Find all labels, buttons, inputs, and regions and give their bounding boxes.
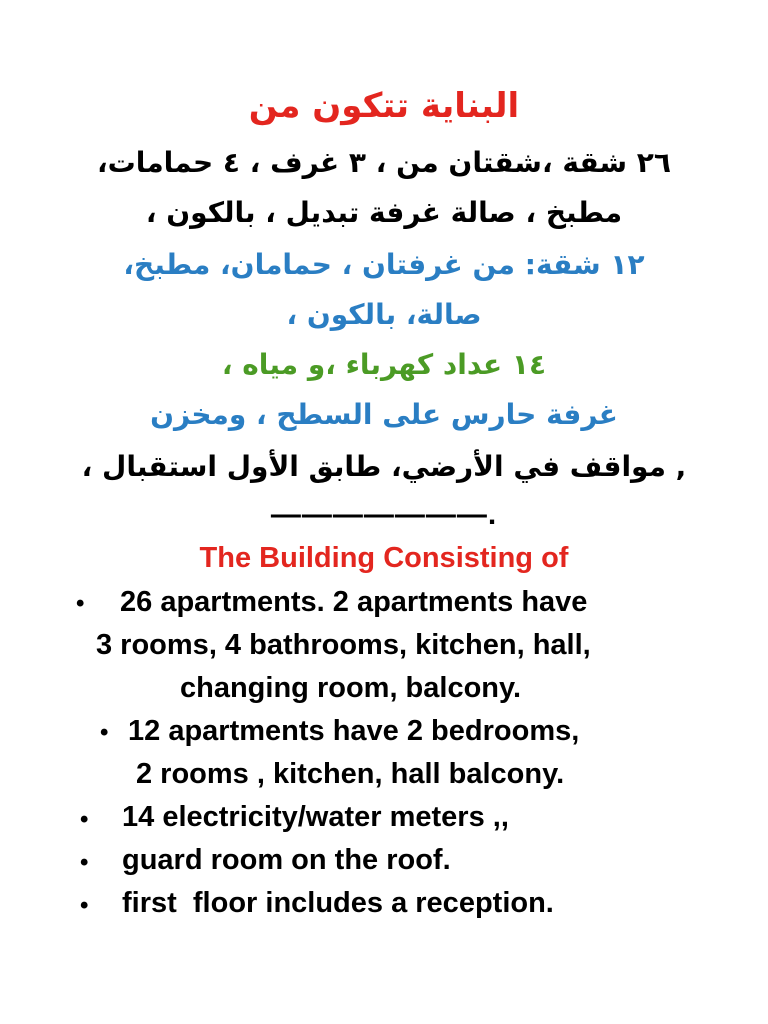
bullet-2: • [100,719,109,746]
bullet-5: • [80,892,89,919]
item-2-line-2: 2 rooms , kitchen, hall balcony. [136,758,565,790]
item-4: guard room on the roof. [122,844,451,876]
arabic-line-4: صالة، بالكون ، [286,298,482,331]
item-1-line-3: changing room, balcony. [180,672,522,704]
english-title: The Building Consisting of [199,542,569,574]
arabic-title: البناية تتكون من [248,86,520,126]
bullet-4: • [80,849,89,876]
arabic-line-2: مطبخ ، صالة غرفة تبديل ، بالكون ، [145,196,623,229]
arabic-line-3: ١٢ شقة: من غرفتان ، حمامان، مطبخ، [123,248,645,281]
item-1-line-2: 3 rooms, 4 bathrooms, kitchen, hall, [96,629,591,661]
arabic-line-7: , مواقف في الأرضي، طابق الأول استقبال ، [81,450,687,483]
item-2-line-1: 12 apartments have 2 bedrooms, [128,715,580,747]
bullet-3: • [80,806,89,833]
item-3: 14 electricity/water meters ,, [122,801,509,833]
item-1-line-1: 26 apartments. 2 apartments have [120,586,588,618]
bullet-1: • [76,590,85,617]
arabic-line-5: ١٤ عداد كهرباء ،و مياه ، [221,348,547,381]
arabic-line-1: ٢٦ شقة ،شقتان من ، ٣ غرف ، ٤ حمامات، [97,146,671,179]
section-divider: ———————. [270,498,498,531]
arabic-line-6: غرفة حارس على السطح ، ومخزن [150,398,618,431]
item-5: first floor includes a reception. [122,887,554,919]
